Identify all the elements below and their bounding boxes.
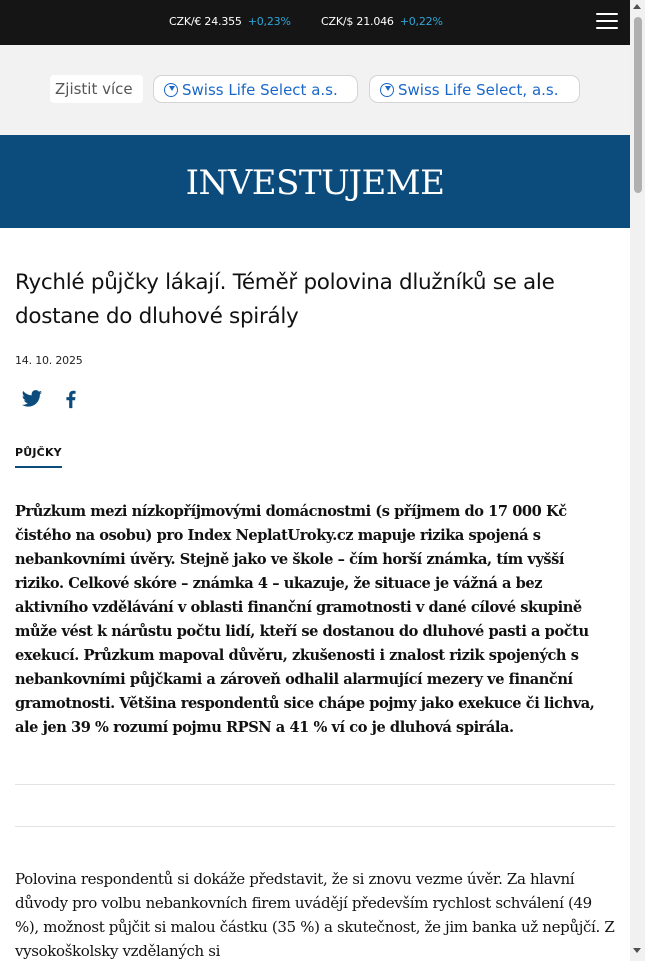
- ticker-item-eur[interactable]: [169, 15, 291, 28]
- ticker-change: +0,22%: [399, 15, 443, 28]
- ad-link-swiss-life-2[interactable]: [369, 75, 580, 103]
- article-date: 14. 10. 2025: [15, 354, 83, 367]
- divider: [15, 826, 615, 827]
- article-body-paragraph: Polovina respondentů si dokáže představit, že si znovu vezme úvěr. Za hlavní důvody pro volbu nebankovních firem uvádějí především rychlost schválení (49 %), možnost půjčit si malou částku (35 %) a skutečnost, že jim banka už nepůjčí. Z vysokoškolsky vzdělaných si: [15, 870, 615, 960]
- ticker-change: +0,23%: [247, 15, 291, 28]
- page-scrollbar[interactable]: [630, 0, 645, 961]
- download-circle-icon: [164, 83, 178, 97]
- ad-banner: [0, 45, 630, 135]
- download-circle-icon: [380, 83, 394, 97]
- ad-link-swiss-life-1[interactable]: [153, 75, 358, 103]
- ticker-pair: CZK/€ 24.355: [169, 15, 242, 28]
- scrollbar-thumb[interactable]: [634, 17, 642, 193]
- site-logo[interactable]: INVESTUJEME: [185, 163, 445, 203]
- twitter-icon[interactable]: [21, 388, 43, 410]
- scroll-down-arrow-icon[interactable]: [633, 948, 641, 953]
- article-lead: Průzkum mezi nízkopříjmovými domácnostmi (s příjmem do 17 000 Kč čistého na osobu) pro Index NeplatUroky.cz mapuje rizika spojená s nebankovními úvěry. Stejně jako ve škole – čím horší známka, tím vyšší riziko. Celkové skóre – známka 4 – ukazuje, že situace je vážná a bez aktivního vzdělávání v oblasti finanční gramotnosti v dané cílové skupině může vést k nárůstu počtu lidí, kteří se dostanou do dluhové pasti a počtu exekucí. Průzkum mapoval důvěru, zkušenosti i znalost rizik spojených s nebankovními půjčkami a zároveň odhalil alarmující mezery ve finanční gramotnosti. Většina respondentů sice chápe pojmy jako exekuce či lichva, ale jen 39 % rozumí pojmu RPSN a 41 % ví co je dluhová spirála.: [15, 503, 595, 736]
- site-header: [0, 135, 630, 228]
- divider: [15, 784, 615, 785]
- category-tag-pujcky[interactable]: PŮJČKY: [15, 446, 62, 468]
- hamburger-menu-icon[interactable]: [596, 13, 618, 31]
- article-title: Rychlé půjčky lákají. Téměř polovina dlužníků se ale dostane do dluhové spirály: [15, 270, 555, 329]
- ad-link-label: Swiss Life Select a.s.: [182, 81, 338, 99]
- facebook-icon[interactable]: [60, 388, 82, 410]
- currency-ticker: [0, 0, 630, 45]
- learn-more-button[interactable]: Zjistit více: [50, 75, 143, 103]
- ticker-pair: CZK/$ 21.046: [321, 15, 394, 28]
- ad-link-label: Swiss Life Select, a.s.: [398, 81, 559, 99]
- ticker-item-usd[interactable]: [321, 15, 443, 28]
- scroll-up-arrow-icon[interactable]: [633, 4, 641, 9]
